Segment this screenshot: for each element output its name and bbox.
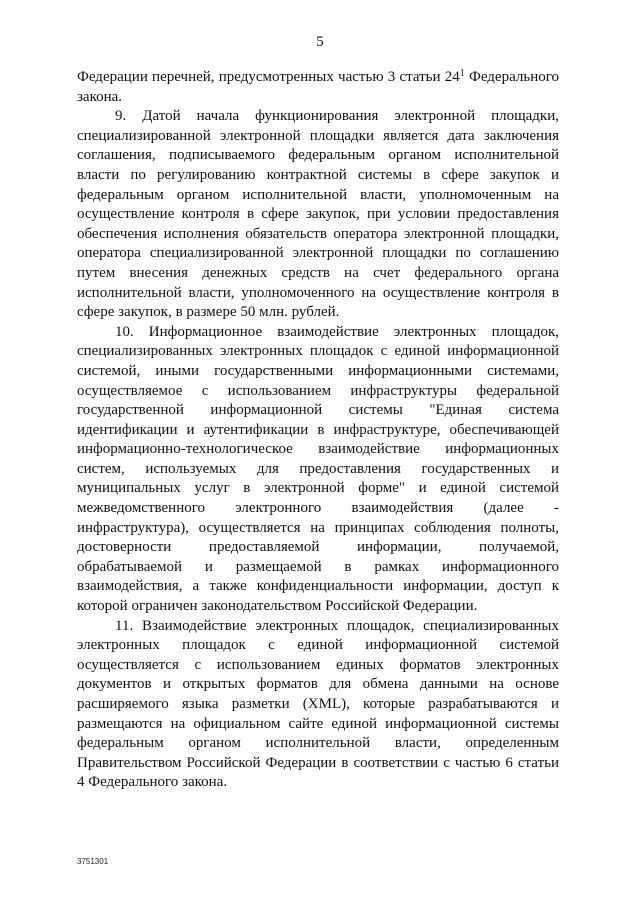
paragraph-11: 11. Взаимодействие электронных площадок, специализированных электронных площадок с единой информационной системой осуществляется с использованием единых форматов электронных документов и открытых форматов для обмена данными на основе расширяемого языка разметки (XML), которые разрабатываются и размещаются на официальном сайте единой информационной системы федеральным органом исполнительной власти, определенным Правительством Российской Федерации в соответствии с частью 6 статьи 4 Федерального закона.: [77, 617, 559, 791]
page-number: 5: [316, 34, 324, 50]
document-code: 3751301: [77, 857, 109, 866]
paragraph-continuation: [77, 68, 559, 107]
paragraph-continuation-tail: Федерального закона.: [77, 69, 560, 105]
article-superscript: 1: [459, 68, 465, 79]
paragraph-10: 10. Информационное взаимодействие электронных площадок, специализированных электронных площадок с единой информационной системой, иными государственными информационными системами, осуществляемое с использованием инфраструктуры федеральной государственной информационной системы "Единая система идентификации и аутентификации в инфраструктуре, обеспечивающей информационно-технологическое взаимодействие информационных систем, используемых для предоставления государственных и муниципальных услуг в электронной форме" и единой системой межведомственного электронного взаимодействия (далее - инфраструктура), осуществляется на принципах соблюдения полноты, достоверности предоставляемой информации, получаемой, обрабатываемой и размещаемой в рамках информационного взаимодействия, а также конфиденциальности информации, доступ к которой ограничен законодательством Российской Федерации.: [77, 323, 559, 615]
paragraph-continuation-text: Федерации перечней, предусмотренных частью 3 статьи 24: [77, 69, 460, 85]
document-body: [77, 68, 559, 793]
paragraph-9: 9. Датой начала функционирования электронной площадки, специализированной электронной площадки является дата заключения соглашения, подписываемого федеральным органом исполнительной власти по регулированию контрактной системы в сфере закупок и федеральным органом исполнительной власти, уполномоченным на осуществление контроля в сфере закупок, при условии предоставления обеспечения исполнения обязательств оператора электронной площадки, оператора специализированной электронной площадки по соглашению путем внесения денежных средств на счет федерального органа исполнительной власти, уполномоченного на осуществление контроля в сфере закупок, в размере 50 млн. рублей.: [77, 108, 559, 321]
